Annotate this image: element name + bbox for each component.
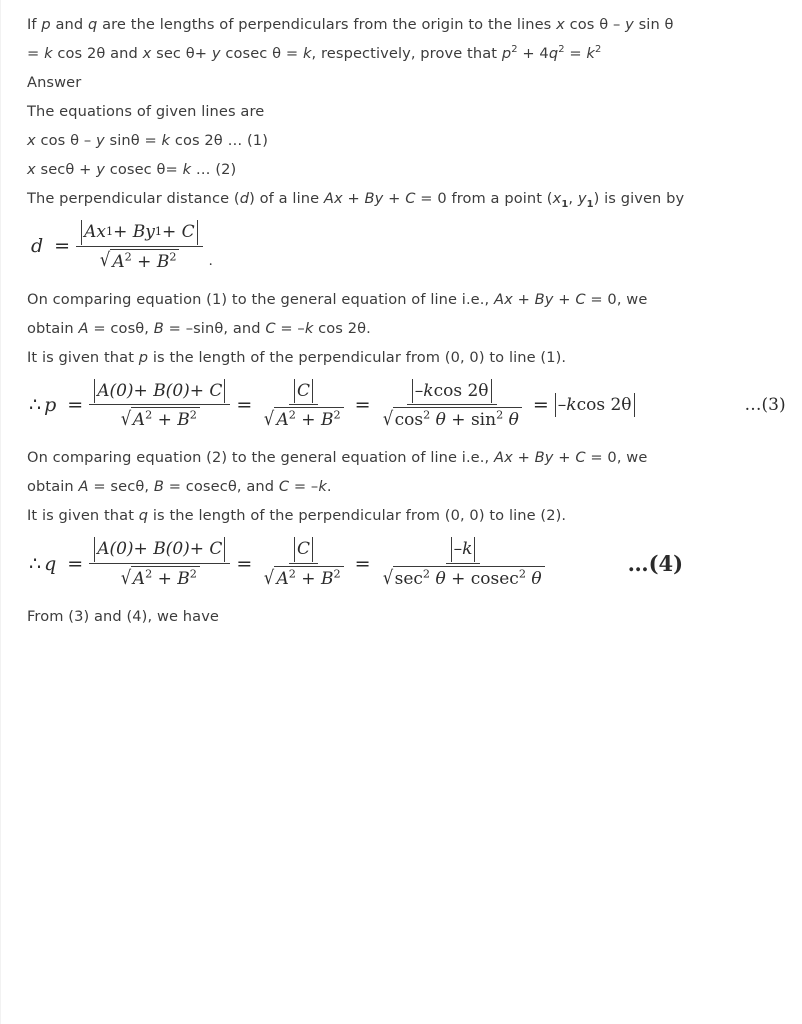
fq1-den-B: B — [177, 569, 190, 590]
radical-body — [393, 566, 545, 590]
fq1-numerator — [89, 537, 230, 564]
q1-text-c: are the lengths of perpendiculars from the origin to the lines — [97, 16, 557, 33]
formula-q — [29, 537, 783, 590]
formula-q-equals-2: = — [236, 552, 253, 575]
q2-var-k3: k — [586, 45, 595, 62]
fp3-num-rest: cos 2θ — [433, 380, 489, 401]
c1b-var-A: A — [78, 319, 89, 337]
c1b-text-c: = –sinθ, and — [163, 319, 266, 337]
radical-body — [110, 249, 179, 273]
pd-var-A: A — [323, 190, 334, 207]
fq2-den-A-sup: 2 — [288, 567, 296, 581]
c1-text-d: = 0, we — [585, 290, 648, 308]
fq1-den-B-sup: 2 — [189, 567, 197, 581]
fp2-numerator — [289, 379, 318, 406]
c1b-text-b: = cosθ, — [88, 319, 154, 337]
q2-var-x: x — [142, 45, 152, 62]
therefore-icon: ∴ — [29, 552, 42, 575]
formula-p-equals-4: = — [532, 394, 549, 417]
c2b-var-k: k — [318, 478, 327, 496]
fq2-den-plus: + — [295, 569, 321, 590]
formula-q-lead: q — [44, 552, 57, 575]
pd-text-b: ) of a line — [249, 190, 324, 207]
den-B-sup: 2 — [169, 249, 177, 263]
pd-text-g: ) is given by — [593, 190, 685, 207]
c1-var-C: C — [575, 290, 586, 308]
fp1-den-B-sup: 2 — [189, 408, 197, 422]
fq3-den-cosec: cosec — [470, 569, 519, 590]
formula-q-fraction-3 — [377, 537, 550, 590]
radical-body — [131, 407, 200, 431]
radical-icon — [120, 566, 200, 590]
gq-var-q: q — [138, 507, 149, 525]
fq3-den-sec: sec — [394, 569, 423, 590]
c1b-text-e: cos 2θ. — [313, 319, 371, 337]
given-q-line — [27, 501, 783, 530]
radical-icon — [382, 566, 545, 590]
q1-text-b: and — [50, 16, 88, 33]
pd-var-x: x — [333, 190, 343, 207]
fq1-den-A: A — [132, 569, 146, 590]
eq2-var-k: k — [182, 161, 192, 178]
radical-icon — [120, 407, 200, 431]
c1-text-a: On comparing equation (1) to the general equation of line i.e., — [27, 290, 494, 308]
formula-p-lead: p — [44, 394, 57, 417]
c1-var-x: x — [504, 290, 513, 308]
fq3-den-theta-1: θ + — [430, 569, 471, 590]
fp2-denominator — [258, 405, 348, 431]
c2-var-x: x — [504, 449, 513, 467]
radical-sign: √ — [120, 566, 131, 589]
q1-text-d: cos θ – — [564, 16, 626, 33]
gq-text-a: It is given that — [27, 507, 139, 525]
question-line-2 — [27, 39, 783, 68]
c1b-var-B: B — [153, 319, 164, 337]
den-plus: + — [131, 251, 157, 272]
formula-d-denominator — [94, 247, 184, 273]
q1-var-p: p — [41, 16, 51, 33]
q2-text-c: sec θ+ — [151, 45, 212, 62]
q2-var-q: q — [548, 45, 559, 62]
fq1-denominator — [115, 564, 205, 590]
radical-sign: √ — [382, 407, 393, 430]
q1-var-y: y — [625, 16, 634, 33]
eq2-var-x: x — [27, 161, 36, 178]
formula-distance — [31, 220, 783, 273]
fp3-den-sin-sup: 2 — [496, 408, 504, 422]
perpendicular-distance-line — [27, 184, 783, 213]
num-By: + By — [113, 222, 155, 242]
fp3-numerator — [407, 379, 497, 406]
closing-line: From (3) and (4), we have — [27, 608, 220, 626]
fp2-den-plus: + — [295, 410, 321, 431]
c1-var-B: B — [534, 290, 545, 308]
q2-text-g: = — [564, 45, 587, 62]
fq2-den-B-sup: 2 — [333, 567, 341, 581]
c2-text-d: = 0, we — [585, 449, 648, 467]
radical-sign: √ — [264, 407, 275, 430]
equation-1-line — [27, 126, 783, 155]
formula-d-equals: = — [54, 235, 71, 258]
fq1-den-plus: + — [152, 569, 178, 590]
formula-p-equals-1: = — [67, 394, 84, 417]
abs-bars: Ax 1 + By 1 + C — [81, 220, 198, 245]
radical-icon — [263, 407, 343, 431]
c1-var-A: A — [493, 290, 505, 308]
fp-result-k: k — [566, 394, 577, 415]
c1b-text-a: obtain — [27, 319, 79, 337]
c2-var-y: y — [544, 449, 554, 467]
q1-var-q: q — [88, 16, 98, 33]
radical-icon — [263, 566, 343, 590]
c2b-text-b: = secθ, — [88, 478, 154, 496]
pd-var-y1: y — [577, 190, 587, 207]
c2-var-A: A — [493, 449, 505, 467]
formula-q-equals-1: = — [67, 552, 84, 575]
fp3-num-k: k — [423, 380, 434, 401]
document-content — [27, 0, 786, 631]
therefore-icon: ∴ — [29, 394, 42, 417]
compare-2-line-2 — [27, 472, 783, 501]
pd-text-e: = 0 from a point ( — [415, 190, 553, 207]
abs-bars — [451, 537, 476, 562]
compare-1-line-2 — [27, 314, 783, 343]
den-A: A — [112, 251, 125, 272]
formula-q-equals-3: = — [354, 552, 371, 575]
gp-var-p: p — [138, 348, 149, 366]
q1-text-a: If — [27, 16, 42, 33]
formula-p-fraction-2 — [258, 379, 348, 432]
eq2-text-1: secθ + — [35, 161, 97, 178]
fp1-numerator — [89, 379, 230, 406]
eq1-var-k: k — [161, 132, 171, 149]
abs-bars — [412, 379, 492, 404]
fq2-den-A: A — [276, 569, 289, 590]
fp-result-sign: – — [557, 394, 567, 415]
c2-text-a: On comparing equation (2) to the general equation of line i.e., — [27, 449, 494, 467]
den-B: B — [156, 251, 170, 272]
fp1-den-A-sup: 2 — [145, 408, 153, 422]
fq3-den-theta-2: θ — [525, 569, 542, 590]
fq2-num-C: C — [296, 539, 310, 560]
question-line-1 — [27, 10, 783, 39]
q2-text-e: , respectively, prove that — [311, 45, 502, 62]
formula-d-numerator — [76, 220, 203, 247]
pd-var-B: B — [364, 190, 375, 207]
equation-3-tag: …(3) — [744, 395, 786, 416]
pd-var-x1: x — [552, 190, 562, 207]
formula-p-equals-3: = — [354, 394, 371, 417]
num-Ax: Ax — [84, 222, 106, 242]
pd-sub-1: 1 — [561, 198, 569, 210]
c1b-text-d: = – — [275, 319, 305, 337]
fp2-num-C: C — [296, 380, 310, 401]
formula-p-fraction-1 — [89, 379, 230, 432]
formula-p-fraction-3 — [377, 379, 527, 432]
q2-var-k: k — [44, 45, 53, 62]
c2-var-B: B — [534, 449, 545, 467]
gp-text-a: It is given that — [27, 348, 139, 366]
q2-var-p: p — [501, 45, 512, 62]
c1-text-b: + — [512, 290, 535, 308]
q2-var-y: y — [211, 45, 221, 62]
fp2-den-B: B — [320, 410, 334, 431]
gq-text-b: is the length of the perpendicular from (0, 0) to line (2). — [148, 507, 567, 525]
pd-text-a: The perpendicular distance ( — [27, 190, 240, 207]
radical-body — [274, 407, 343, 431]
c2b-text-a: obtain — [27, 478, 79, 496]
q2-sup-2: 2 — [558, 44, 565, 56]
compare-2-line-1 — [27, 443, 783, 472]
formula-d-fraction — [76, 220, 203, 273]
equation-4-tag: …(4) — [627, 551, 684, 577]
radical-sign: √ — [264, 566, 275, 589]
formula-q-fraction-2 — [258, 537, 348, 590]
fp-result-rest: cos 2θ — [576, 394, 632, 415]
answer-label: Answer — [27, 74, 82, 91]
c2b-text-d: = – — [289, 478, 319, 496]
radical-sign: √ — [382, 566, 393, 589]
fq2-numerator — [289, 537, 318, 564]
pd-var-y: y — [374, 190, 384, 207]
q2-sup-1: 2 — [511, 44, 518, 56]
formula-p — [29, 379, 786, 432]
c2-text-b: + — [512, 449, 535, 467]
pd-var-C: C — [405, 190, 416, 207]
fp2-den-B-sup: 2 — [333, 408, 341, 422]
c2b-var-C: C — [278, 478, 290, 496]
fp3-num-sign: – — [414, 380, 424, 401]
c2b-var-A: A — [78, 478, 89, 496]
eq2-text-3: … (2) — [191, 161, 237, 178]
fp3-den-cos: cos — [394, 410, 424, 431]
c2b-text-c: = cosecθ, and — [163, 478, 279, 496]
intro-line: The equations of given lines are — [27, 103, 265, 120]
fp2-den-A-sup: 2 — [288, 408, 296, 422]
formula-q-fraction-1 — [89, 537, 230, 590]
fp1-denominator — [115, 405, 205, 431]
q1-text-e: sin θ — [633, 16, 674, 33]
fp1-den-B: B — [177, 410, 190, 431]
c1b-var-k: k — [304, 319, 314, 337]
fq1-num-expr: A(0)+ B(0)+ C — [97, 539, 223, 560]
q2-sup-3: 2 — [594, 44, 602, 56]
radical-sign: √ — [100, 249, 111, 272]
fq3-den-sec-sup: 2 — [422, 567, 431, 581]
gp-text-b: is the length of the perpendicular from (0, 0) to line (1). — [148, 348, 567, 366]
fp1-den-A: A — [132, 410, 146, 431]
c2-text-c: + — [553, 449, 576, 467]
radical-icon — [99, 249, 179, 273]
fq3-denominator — [377, 564, 550, 590]
c1-text-c: + — [553, 290, 576, 308]
radical-body — [274, 566, 343, 590]
fp3-denominator — [377, 405, 527, 431]
eq2-var-y: y — [96, 161, 105, 178]
abs-bars — [94, 379, 225, 404]
q2-var-k2: k — [302, 45, 312, 62]
fp2-den-A: A — [276, 410, 289, 431]
fp3-den-theta-2: θ — [503, 410, 519, 431]
fp1-den-plus: + — [152, 410, 178, 431]
abs-bars — [94, 537, 225, 562]
compare-1-line-1 — [27, 285, 783, 314]
radical-body — [393, 407, 522, 431]
fq3-num-sign: – — [453, 539, 463, 560]
c2b-var-B: B — [153, 478, 164, 496]
q2-text-a: = — [27, 45, 45, 62]
eq2-text-2: cosec θ= — [104, 161, 183, 178]
q2-text-b: cos 2θ and — [52, 45, 143, 62]
formula-p-equals-2: = — [236, 394, 253, 417]
den-A-sup: 2 — [124, 249, 132, 263]
num-C: + C — [162, 222, 195, 242]
formula-p-result — [555, 393, 635, 418]
eq1-var-x: x — [27, 132, 36, 149]
fp3-den-theta-1: θ + — [430, 410, 471, 431]
fq3-den-cosec-sup: 2 — [518, 567, 526, 581]
q2-text-f: + 4 — [517, 45, 549, 62]
c2b-text-e: . — [326, 478, 332, 496]
equation-2-line — [27, 155, 783, 184]
pd-text-d: + — [383, 190, 406, 207]
fq2-denominator — [258, 564, 348, 590]
formula-d-lead: d — [31, 235, 44, 258]
c1-var-y: y — [544, 290, 554, 308]
pd-text-c: + — [342, 190, 365, 207]
given-p-line — [27, 343, 783, 372]
fq2-den-B: B — [320, 569, 334, 590]
abs-bars — [294, 379, 313, 404]
eq1-text-2: sinθ = — [104, 132, 162, 149]
q1-var-x: x — [556, 16, 565, 33]
pd-text-f: , — [568, 190, 578, 207]
eq1-var-y: y — [96, 132, 105, 149]
radical-icon — [382, 407, 522, 431]
fp1-num-expr: A(0)+ B(0)+ C — [97, 380, 223, 401]
c2-var-C: C — [575, 449, 586, 467]
pd-var-d: d — [239, 190, 250, 207]
radical-body — [131, 566, 200, 590]
abs-bars — [294, 537, 313, 562]
c1b-var-C: C — [265, 319, 276, 337]
radical-sign: √ — [120, 407, 131, 430]
fp3-den-cos-sup: 2 — [423, 408, 431, 422]
fq3-numerator — [446, 537, 481, 564]
eq1-text-1: cos θ – — [35, 132, 96, 149]
eq1-text-3: cos 2θ … (1) — [170, 132, 268, 149]
fp3-den-sin: sin — [470, 410, 497, 431]
formula-d-period: . — [208, 253, 213, 269]
pd-sub-2: 1 — [586, 198, 594, 210]
fq3-num-k: k — [462, 539, 473, 560]
fq1-den-A-sup: 2 — [145, 567, 153, 581]
q2-text-d: cosec θ = — [220, 45, 303, 62]
